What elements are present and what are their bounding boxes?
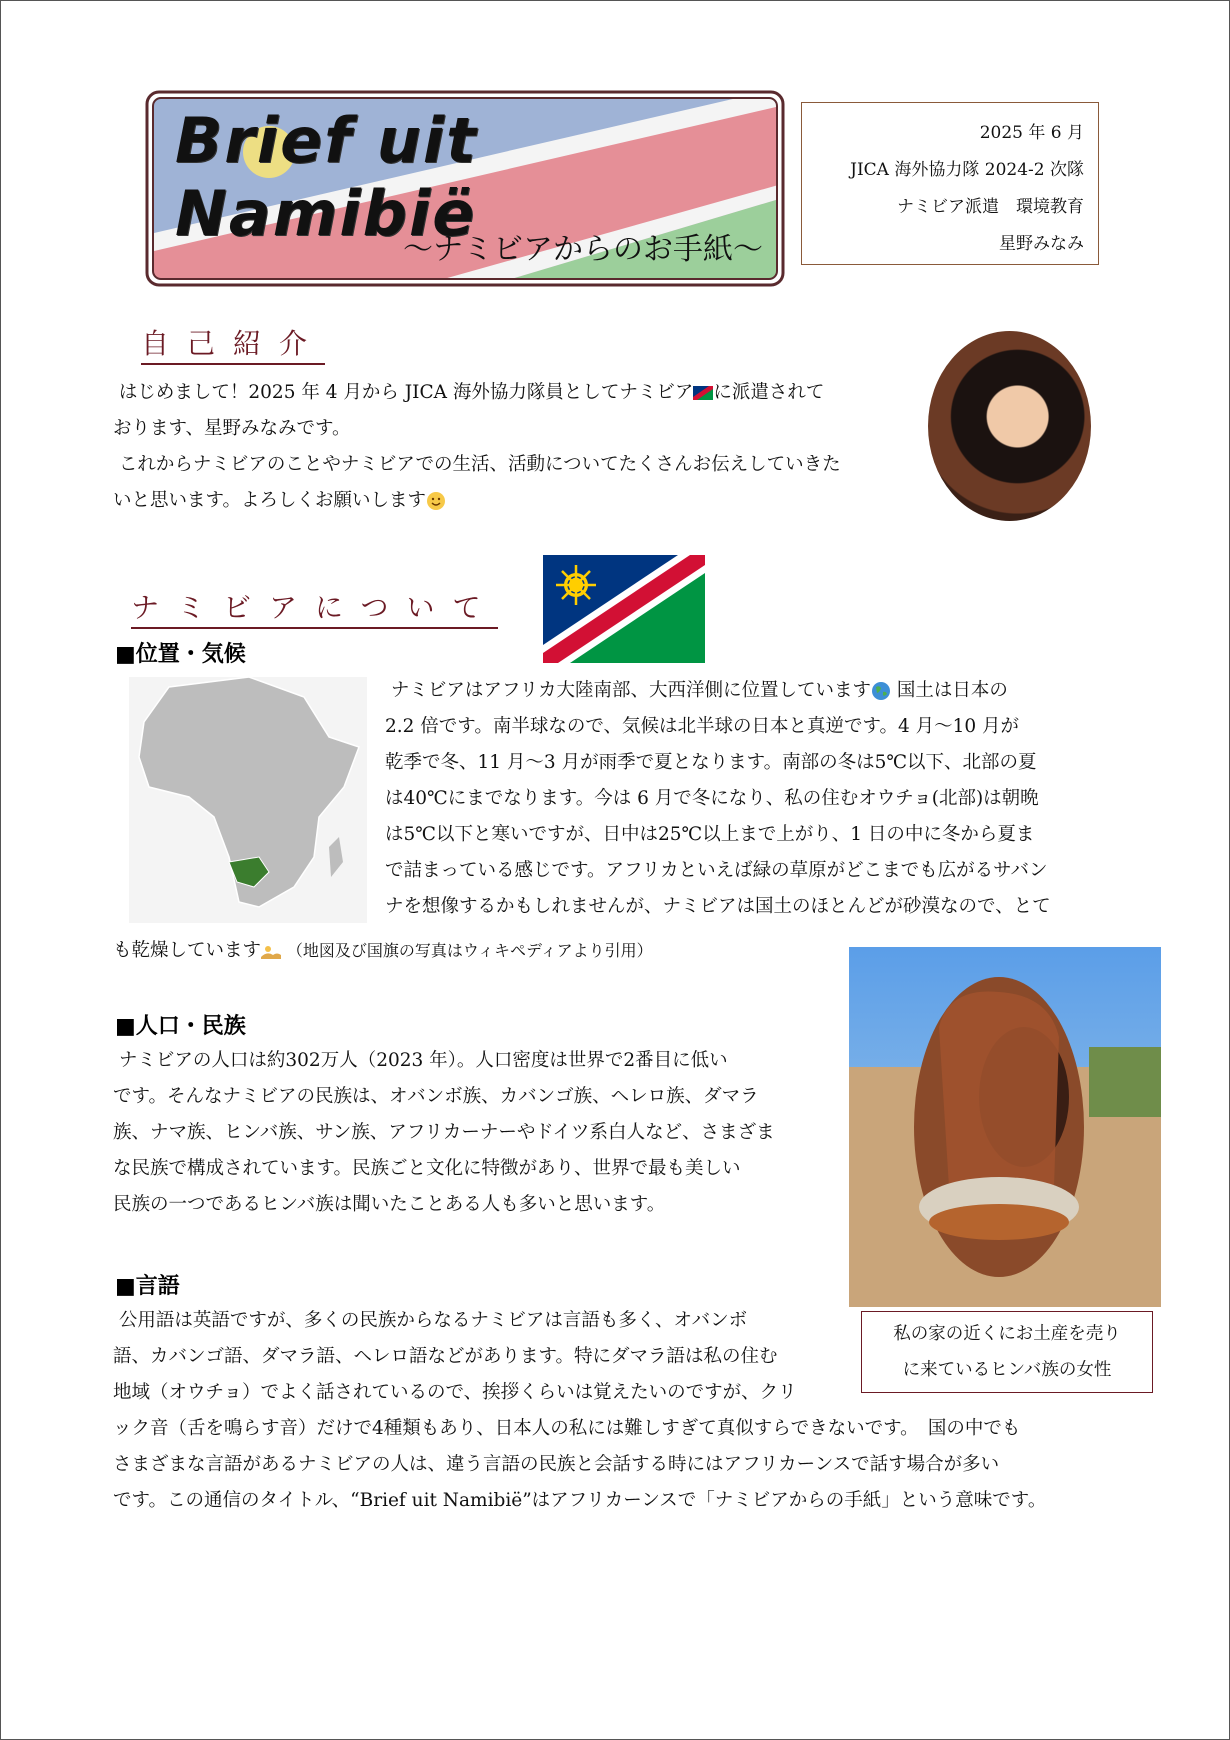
location-text <box>385 673 1121 925</box>
population-line: な民族で構成されています。民族ごと文化に特徴があり、世界で最も美しい <box>113 1158 741 1179</box>
caption-line: に来ているヒンバ族の女性 <box>902 1360 1112 1380</box>
program-name: JICA 海外協力隊 2024-2 次隊 <box>850 160 1084 180</box>
location-line: で詰まっている感じです。アフリカといえば緑の草原がどこまでも広がるサバン <box>385 860 1048 881</box>
location-line: 乾季で冬、11 月～3 月が雨季で夏となります。南部の冬は5℃以下、北部の夏 <box>385 752 1037 773</box>
location-line: は40℃にまでなります。今は 6 月で冬になり、私の住むオウチョ(北部)は朝晩 <box>385 788 1039 809</box>
intro-text <box>113 375 913 519</box>
himba-woman-photo <box>849 947 1161 1307</box>
population-line: 民族の一つであるヒンバ族は聞いたことある人も多いと思います。 <box>113 1194 666 1215</box>
location-line: ナを想像するかもしれませんが、ナミビアは国土のほとんどが砂漠なので、とて <box>385 896 1051 917</box>
intro-line: に派遣されて <box>713 382 825 403</box>
author-photo <box>928 331 1091 521</box>
intro-heading: 自己紹介 <box>141 327 325 365</box>
caption-line: 私の家の近くにお土産を売り <box>893 1324 1121 1344</box>
location-line: 2.2 倍です。南半球なので、気候は北半球の日本と真逆です。4 月～10 月が <box>385 716 1020 737</box>
population-title: ■人口・民族 <box>115 1014 246 1039</box>
assignment: ナミビア派遣 環境教育 <box>897 197 1084 217</box>
author-name: 星野みなみ <box>999 234 1084 254</box>
intro-line: はじめまして！2025 年 4 月から JICA 海外協力隊員としてナミビア <box>118 382 694 403</box>
population-line: 族、ナマ族、ヒンバ族、サン族、アフリカーナーやドイツ系白人など、さまざま <box>113 1122 775 1143</box>
title-banner <box>141 86 789 291</box>
intro-line: いと思います。よろしくお願いします <box>113 490 427 511</box>
namibia-flag-icon <box>693 386 713 400</box>
about-heading: ナミビアについて <box>131 591 498 629</box>
language-line: 公用語は英語ですが、多くの民族からなるナミビアは言語も多く、オバンボ <box>118 1310 748 1331</box>
language-title: ■言語 <box>115 1274 180 1299</box>
language-line: 地域（オウチョ）でよく話されているので、挨拶くらいは覚えたいのですが、クリ <box>113 1382 797 1403</box>
issue-info-box <box>801 102 1099 265</box>
namibia-flag-image <box>543 555 705 663</box>
newsletter-title: Brief uit Namibië <box>175 104 478 250</box>
language-line: です。この通信のタイトル、“Brief uit Namibië”はアフリカーンスで「ナミビアからの手紙」という意味です。 <box>113 1490 1047 1511</box>
africa-map-image <box>129 677 367 923</box>
globe-emoji-icon <box>871 681 891 701</box>
location-line: 国土は日本の <box>896 680 1008 701</box>
population-line: ナミビアの人口は約302万人（2023 年）。人口密度は世界で2番目に低い <box>118 1050 728 1071</box>
newsletter-subtitle: ～ナミビアからのお手紙～ <box>403 232 763 267</box>
desert-emoji-icon <box>261 943 281 959</box>
location-line: ナミビアはアフリカ大陸南部、大西洋側に位置しています <box>390 680 871 701</box>
language-text <box>113 1303 1129 1519</box>
location-text-end <box>113 933 853 969</box>
image-source-note: （地図及び国旗の写真はウィキペディアより引用） <box>286 941 653 960</box>
language-line: 語、カバンゴ語、ダマラ語、ヘレロ語などがあります。特にダマラ語は私の住む <box>113 1346 778 1367</box>
population-text <box>113 1043 848 1223</box>
language-line: さまざまな言語があるナミビアの人は、違う言語の民族と会話する時にはアフリカーンスで話す場合が多い <box>113 1454 1000 1475</box>
intro-line: これからナミビアのことやナミビアでの生活、活動についてたくさんお伝えしていきた <box>118 454 841 475</box>
smile-emoji-icon <box>426 491 446 511</box>
population-line: です。そんなナミビアの民族は、オバンボ族、カバンゴ族、ヘレロ族、ダマラ <box>113 1086 759 1107</box>
location-climate-title: ■位置・気候 <box>115 642 246 667</box>
intro-line: おります、星野みなみです。 <box>113 418 351 439</box>
language-line: ック音（舌を鳴らす音）だけで4種類もあり、日本人の私には難しすぎて真似すらできないです。 国の中でも <box>113 1418 1021 1439</box>
location-line: も乾燥しています <box>113 940 262 961</box>
location-line: は5℃以下と寒いですが、日中は25℃以上まで上がり、1 日の中に冬から夏ま <box>385 824 1035 845</box>
issue-date: 2025 年 6 月 <box>979 123 1084 143</box>
